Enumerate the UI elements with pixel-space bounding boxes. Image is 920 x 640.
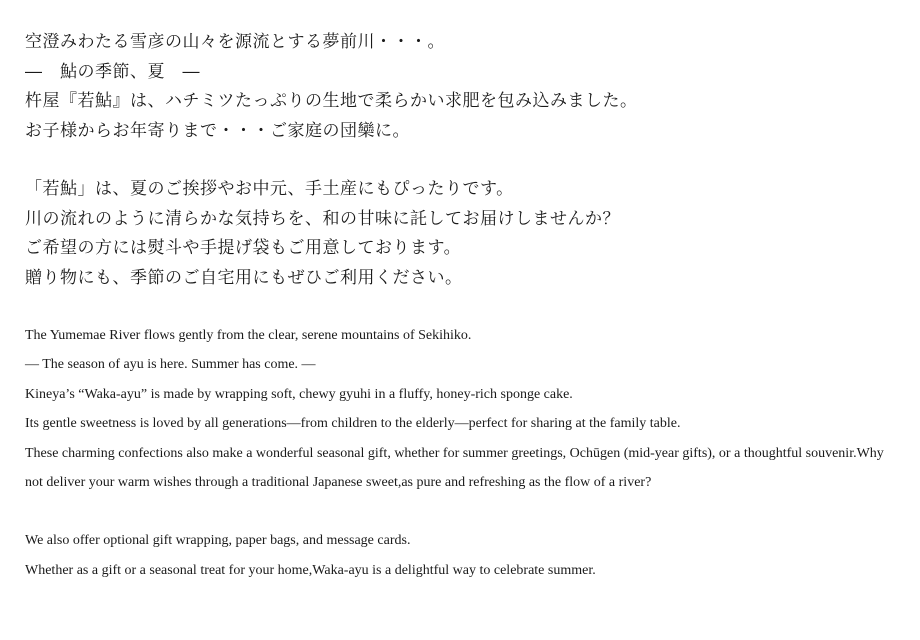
en-line-gift: These charming confections also make a wonderful seasonal gift, whether for summer greetings, Ochūgen (mid-year gifts), or a thoughtful souvenir.Why not deliver your warm wishes through a traditional Japanese sweet,as pure and refreshing as the flow of a river? <box>25 445 884 491</box>
en-line-season: — The season of ayu is here. Summer has come. — <box>25 357 316 373</box>
jp-line-wrapping: ご希望の方には熨斗や手提げ袋もご用意しております。 <box>25 238 462 258</box>
en-line-celebrate: Whether as a gift or a seasonal treat for your home,Waka-ayu is a delightful way to celebrate summer. <box>25 562 596 578</box>
japanese-paragraph-gift <box>25 175 905 293</box>
japanese-paragraph-intro <box>25 28 905 146</box>
japanese-description <box>25 28 905 293</box>
jp-line-season: ― 鮎の季節、夏 ― <box>25 61 200 82</box>
en-line-river: The Yumemae River flows gently from the clear, serene mountains of Sekihiko. <box>25 328 472 343</box>
jp-line-product: 杵屋『若鮎』は、ハチミツたっぷりの生地で柔らかい求肥を包み込みました。 <box>25 91 638 111</box>
jp-line-gift: 「若鮎」は、夏のご挨拶やお中元、手土産にもぴったりです。 <box>25 179 514 199</box>
en-line-product: Kineya’s “Waka-ayu” is made by wrapping soft, chewy gyuhi in a fluffy, honey-rich sponge cake. <box>25 386 573 402</box>
jp-line-river: 空澄みわたる雪彦の山々を源流とする夢前川・・・。 <box>25 32 445 52</box>
jp-line-family: お子様からお年寄りまで・・・ご家庭の団欒に。 <box>25 120 410 141</box>
en-line-sweetness: Its gentle sweetness is loved by all generations—from children to the elderly—perfect for sharing at the family table. <box>25 416 681 432</box>
english-paragraph-intro <box>25 321 905 497</box>
jp-line-wish: 川の流れのように清らかな気持ちを、和の甘味に託してお届けしませんか？ <box>25 208 620 229</box>
paragraph-spacer <box>25 497 905 526</box>
en-line-wrapping: We also offer optional gift wrapping, paper bags, and message cards. <box>25 533 411 549</box>
english-description <box>25 321 905 585</box>
jp-line-usage: 贈り物にも、季節のご自宅用にもぜひご利用ください。 <box>25 267 463 288</box>
paragraph-spacer <box>25 146 905 175</box>
english-paragraph-options <box>25 526 905 585</box>
